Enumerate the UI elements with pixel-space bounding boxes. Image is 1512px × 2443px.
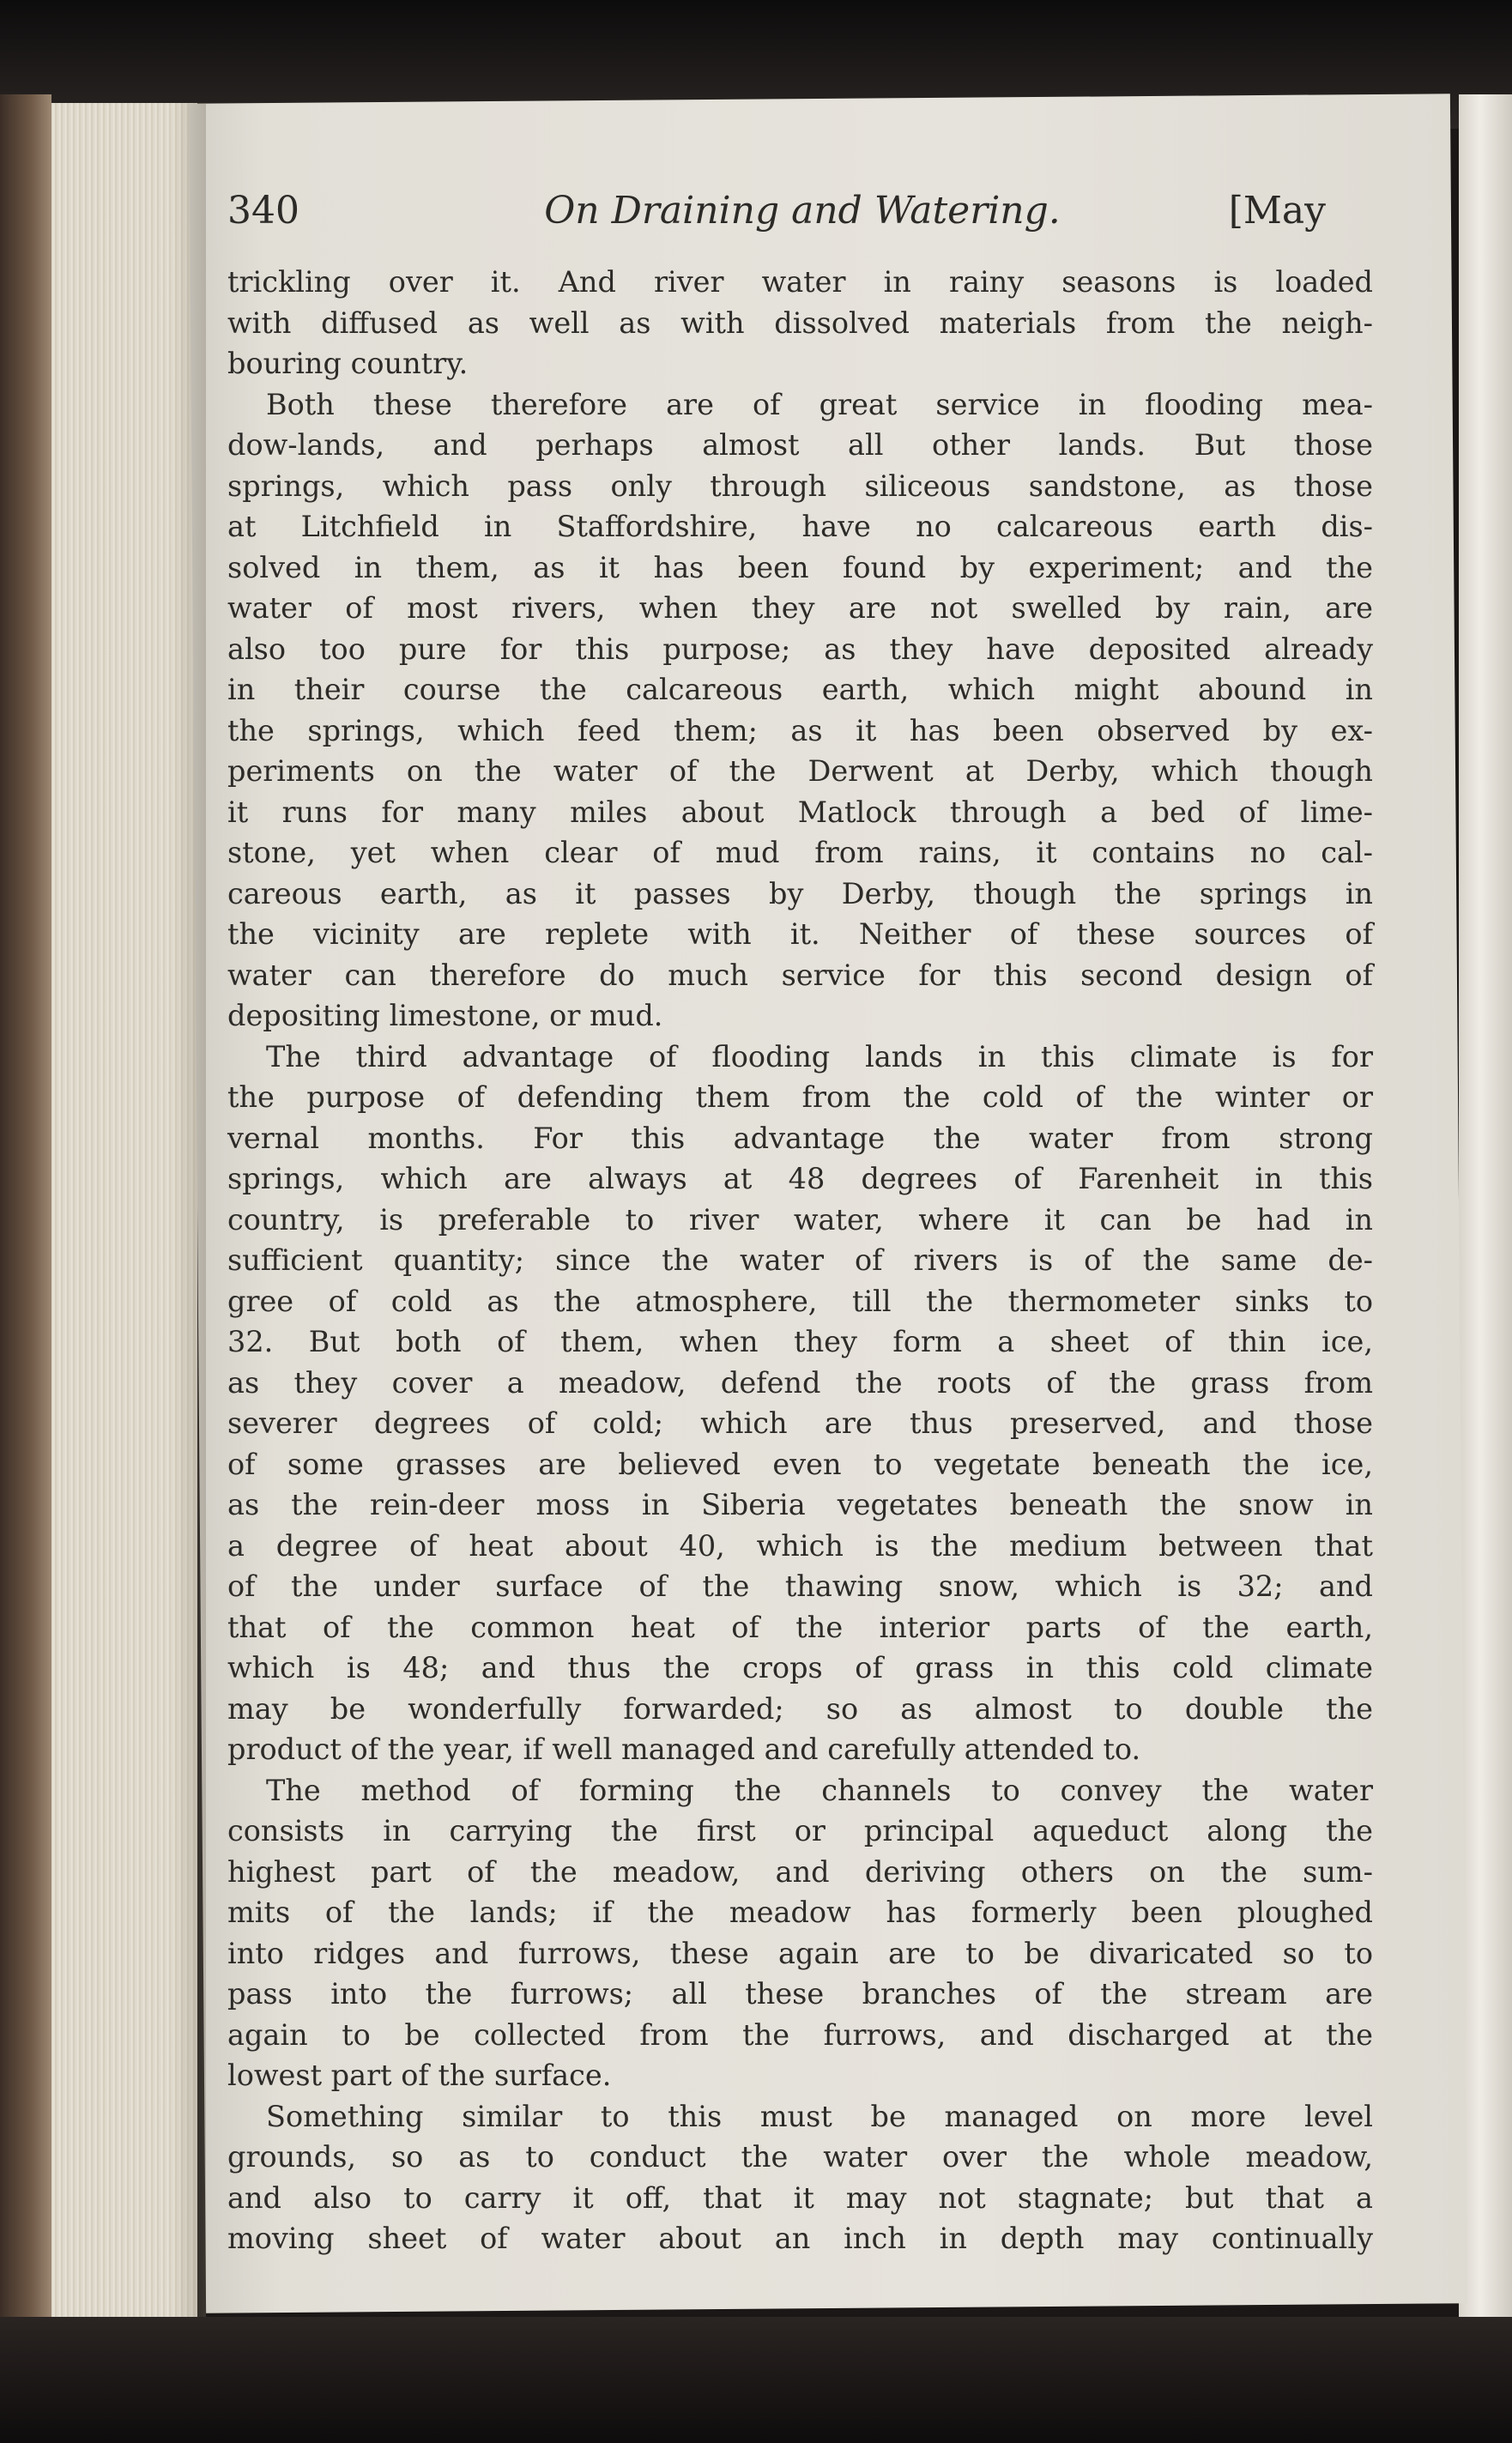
- body-text: [227, 262, 1373, 2259]
- text-line: into ridges and furrows, these again are to be divaricated so to: [227, 1936, 1373, 1970]
- text-line: periments on the water of the Derwent at Derby, which though: [227, 754, 1373, 788]
- text-line: and also to carry it off, that it may not stagnate; but that a: [227, 2180, 1373, 2215]
- text-line: 32. But both of them, when they form a sheet of thin ice,: [227, 1325, 1373, 1358]
- text-line: of some grasses are believed even to vegetate beneath the ice,: [227, 1447, 1373, 1481]
- text-line: as the rein-deer moss in Siberia vegetates beneath the snow in: [227, 1488, 1373, 1521]
- right-page-edge: [1459, 94, 1512, 2343]
- text-line: gree of cold as the atmosphere, till the thermometer sinks to: [227, 1284, 1373, 1318]
- text-line: depositing limestone, or mud.: [227, 999, 663, 1032]
- text-line: mits of the lands; if the meadow has formerly been ploughed: [227, 1896, 1373, 1929]
- text-line: with diffused as well as with dissolved materials from the neigh-: [227, 305, 1373, 340]
- text-line: water can therefore do much service for this second design of: [227, 958, 1373, 992]
- page-header: [227, 189, 1377, 249]
- text-line: of the under surface of the thawing snow, which is 32; and: [227, 1569, 1373, 1603]
- text-line: as they cover a meadow, defend the roots of the grass from: [227, 1365, 1373, 1400]
- page-number: 340: [227, 189, 299, 233]
- text-line: product of the year, if well managed and carefully attended to.: [227, 1732, 1141, 1766]
- text-line: grounds, so as to conduct the water over the whole meadow,: [227, 2140, 1373, 2174]
- text-line: pass into the furrows; all these branches of the stream are: [227, 1977, 1373, 2011]
- text-line: careous earth, as it passes by Derby, though the springs in: [227, 876, 1373, 910]
- text-line: sufficient quantity; since the water of rivers is of the same de-: [227, 1243, 1373, 1277]
- text-line: severer degrees of cold; which are thus preserved, and those: [227, 1406, 1373, 1440]
- text-line: consists in carrying the first or principal aqueduct along the: [227, 1814, 1373, 1847]
- text-line: may be wonderfully forwarded; so as almost to double the: [227, 1691, 1373, 1726]
- text-line: solved in them, as it has been found by experiment; and the: [227, 550, 1373, 584]
- text-line: The third advantage of flooding lands in this climate is for: [266, 1039, 1373, 1073]
- text-line: which is 48; and thus the crops of grass in this cold climate: [227, 1651, 1373, 1684]
- text-line: moving sheet of water about an inch in depth may continually: [227, 2222, 1373, 2255]
- running-title: On Draining and Watering.: [544, 189, 1061, 233]
- text-line: vernal months. For this advantage the water from strong: [227, 1121, 1373, 1155]
- text-line: at Litchfield in Staffordshire, have no calcareous earth dis-: [227, 510, 1373, 543]
- text-line: the purpose of defending them from the cold of the winter or: [227, 1080, 1373, 1114]
- text-line: lowest part of the surface.: [227, 2059, 612, 2092]
- book-spine-edge: [0, 94, 51, 2343]
- text-line: the springs, which feed them; as it has been observed by ex-: [227, 713, 1373, 747]
- text-line: again to be collected from the furrows, and discharged at the: [227, 2017, 1373, 2052]
- text-line: country, is preferable to river water, where it can be had in: [227, 1202, 1373, 1237]
- text-line: a degree of heat about 40, which is the medium between that: [227, 1528, 1373, 1563]
- text-line: water of most rivers, when they are not swelled by rain, are: [227, 591, 1373, 625]
- text-line: in their course the calcareous earth, which might abound in: [227, 673, 1373, 706]
- text-line: bouring country.: [227, 347, 469, 380]
- text-line: highest part of the meadow, and deriving others on the sum-: [227, 1854, 1373, 1889]
- text-line: springs, which are always at 48 degrees of Farenheit in this: [227, 1162, 1373, 1195]
- text-line: the vicinity are replete with it. Neither of these sources of: [227, 917, 1373, 951]
- text-line: stone, yet when clear of mud from rains, it contains no cal-: [227, 836, 1373, 869]
- text-line: that of the common heat of the interior parts of the earth,: [227, 1610, 1373, 1644]
- text-line: it runs for many miles about Matlock through a bed of lime-: [227, 795, 1373, 829]
- text-line: also too pure for this purpose; as they have deposited already: [227, 632, 1373, 666]
- text-line: The method of forming the channels to convey the water: [266, 1773, 1373, 1807]
- bottom-shadow: [0, 2317, 1512, 2443]
- text-line: springs, which pass only through siliceous sandstone, as those: [227, 469, 1373, 503]
- gutter-shadow: [172, 103, 206, 2351]
- text-line: dow-lands, and perhaps almost all other lands. But those: [227, 428, 1373, 462]
- text-line: Something similar to this must be managed on more level: [266, 2099, 1373, 2133]
- text-line: trickling over it. And river water in rainy seasons is loaded: [227, 265, 1373, 299]
- text-line: Both these therefore are of great service in flooding mea-: [266, 387, 1373, 421]
- month-marker: [May: [1228, 189, 1326, 233]
